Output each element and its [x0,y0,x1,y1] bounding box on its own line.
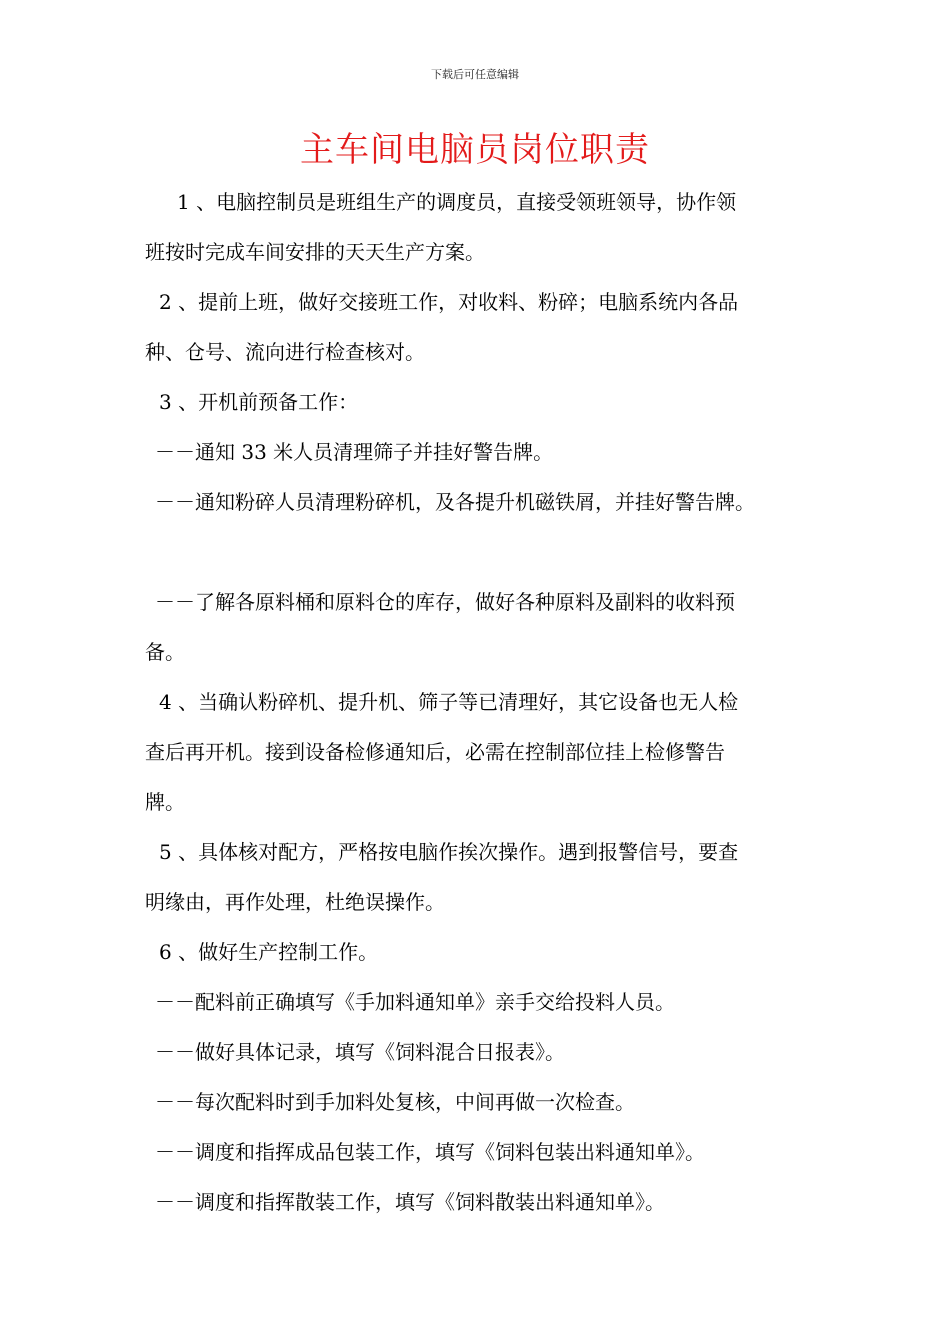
paragraph-line: 种、仓号、流向进行检查核对。 [145,340,425,364]
paragraph-line: 查后再开机。接到设备检修通知后，必需在控制部位挂上检修警告 [145,740,725,764]
paragraph-line: －－调度和指挥散装工作，填写《饲料散装出料通知单》。 [155,1190,665,1214]
paragraph-line: 2 、提前上班，做好交接班工作，对收料、粉碎；电脑系统内各品 [159,290,739,314]
paragraph-line: 5 、具体核对配方，严格按电脑作挨次操作。遇到报警信号，要查 [159,840,739,864]
paragraph-line: －－通知粉碎人员清理粉碎机，及各提升机磁铁屑，并挂好警告牌。 [155,490,755,514]
paragraph-line: 明缘由，再作处理，杜绝误操作。 [145,890,445,914]
paragraph-line: 4 、当确认粉碎机、提升机、筛子等已清理好，其它设备也无人检 [159,690,739,714]
paragraph-line: 6 、做好生产控制工作。 [159,940,379,964]
paragraph-line: 备。 [145,640,185,664]
paragraph-line: 3 、开机前预备工作： [159,390,359,414]
paragraph-line: 1 、电脑控制员是班组生产的调度员，直接受领班领导，协作领 [177,190,737,214]
paragraph-line: －－每次配料时到手加料处复核，中间再做一次检查。 [155,1090,635,1114]
paragraph-line: －－调度和指挥成品包装工作，填写《饲料包装出料通知单》。 [155,1140,705,1164]
paragraph-line: －－配料前正确填写《手加料通知单》亲手交给投料人员。 [155,990,675,1014]
document-body [145,177,821,1227]
paragraph-line: －－做好具体记录，填写《饲料混合日报表》。 [155,1040,565,1064]
paragraph-line: －－了解各原料桶和原料仓的库存，做好各种原料及副料的收料预 [155,590,735,614]
document-title: 主车间电脑员岗位职责 [300,130,650,170]
paragraph-line: －－通知 33 米人员清理筛子并挂好警告牌。 [155,440,554,464]
paragraph-line: 班按时完成车间安排的天天生产方案。 [145,240,485,264]
header-note: 下载后可任意编辑 [431,68,519,81]
paragraph-line: 牌。 [145,790,185,814]
blank-line [145,527,821,577]
